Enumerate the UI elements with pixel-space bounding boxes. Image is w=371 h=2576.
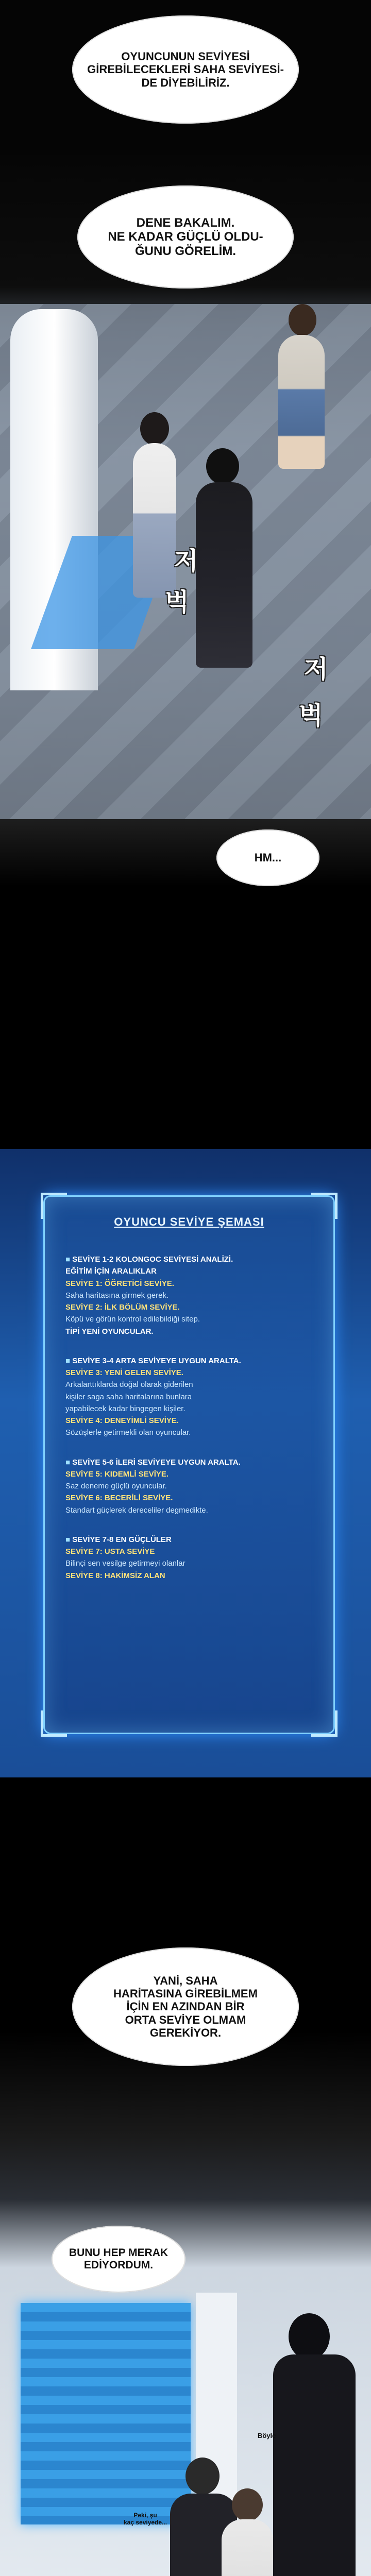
status-section-head: ■ SEVİYE 3-4 ARTA SEVİYEYE UYGUN ARALTA.: [65, 1355, 315, 1367]
status-line: SEVİYE 3: YENİ GELEN SEVİYE.: [65, 1368, 183, 1377]
status-line: Saha haritasına girmek gerek.: [65, 1291, 169, 1300]
panel-screen: [0, 2200, 371, 2576]
status-section: [65, 1253, 315, 1337]
character-man: [196, 482, 252, 668]
status-title: OYUNCU SEVİYE ŞEMASI: [114, 1215, 264, 1228]
status-section: [65, 1456, 315, 1516]
status-line: Saz deneme güçlü oyuncular.: [65, 1482, 167, 1490]
sfx-jeo-2: 저: [304, 655, 328, 684]
small-text-2: Peki, şu kaç seviyede...: [124, 2512, 167, 2526]
status-line: Standart güçlerek dereceliler degmedikte.: [65, 1505, 208, 1515]
character-man-head: [206, 448, 239, 484]
status-line: SEVİYE 5: KIDEMLİ SEVİYE.: [65, 1469, 169, 1479]
speech-bubble-6: BUNU HEP MERAK EDİYORDUM.: [52, 2226, 185, 2293]
corner-bl: [41, 1710, 67, 1737]
status-line: SEVİYE 7: USTA SEVİYE: [65, 1547, 155, 1556]
status-line: Arkalarttıklarda doğal olarak giderilen: [65, 1380, 193, 1389]
status-body: [65, 1253, 315, 1599]
character-woman-head: [140, 412, 169, 445]
small-text-1: Böyle: [258, 2432, 276, 2439]
status-window: [43, 1195, 335, 1734]
speech-bubble-5: YANİ, SAHA HARİTASINA GİREBİLMEM İÇİN EN AZINDAN BİR ORTA SEVİYE OLMAM GEREKİYOR.: [72, 1947, 299, 2066]
character-girl-head: [232, 2488, 263, 2521]
status-line: Köpü ve görün kontrol edilebildiği sitep.: [65, 1315, 200, 1324]
status-line: Sözüşlerle getirmekli olan oyuncular.: [65, 1428, 191, 1437]
info-screen: [21, 2303, 191, 2524]
status-line: kişiler saga saha haritalarına bunlara: [65, 1392, 192, 1401]
status-line: SEVİYE 6: BECERİLİ SEVİYE.: [65, 1494, 173, 1503]
status-line: SEVİYE 8: HAKİMSİZ ALAN: [65, 1571, 165, 1580]
status-line: TİPİ YENİ OYUNCULAR.: [65, 1327, 154, 1336]
character-top-woman: [278, 335, 325, 469]
status-line: EĞİTİM İÇİN ARALIKLAR: [65, 1267, 157, 1276]
character-girl: [222, 2519, 273, 2576]
status-section: [65, 1355, 315, 1439]
character-bob-head: [185, 2458, 220, 2495]
speech-bubble-3: HM...: [216, 829, 319, 886]
panel-intro: [0, 0, 371, 155]
speech-bubble-1: OYUNCUNUN SEVİYESİ GİREBİLECEKLERİ SAHA SEVİYESİ- DE DİYEBİLİRİZ.: [72, 15, 299, 124]
status-line: SEVİYE 1: ÖĞRETİCİ SEVİYE.: [65, 1279, 174, 1288]
sfx-beok-2: 벅: [299, 701, 323, 730]
status-section-head: ■ SEVİYE 7-8 EN GÜÇLÜLER: [65, 1534, 315, 1546]
corner-br: [311, 1710, 338, 1737]
sfx-beok-1: 벅: [165, 588, 189, 617]
status-line: Bilinçi sen vesilge getirmeyi olanlar: [65, 1559, 185, 1568]
character-hood-head: [289, 2313, 330, 2360]
panel-walking: [0, 155, 371, 886]
status-line: SEVİYE 2: İLK BÖLÜM SEVİYE.: [65, 1303, 180, 1312]
speech-bubble-2: DENE BAKALIM. NE KADAR GÜÇLÜ OLDU- ĞUNU GÖRELİM.: [77, 185, 294, 289]
status-line: SEVİYE 4: DENEYİMLİ SEVİYE.: [65, 1416, 179, 1425]
status-section-head: ■ SEVİYE 1-2 KOLONGOC SEVİYESİ ANALİZİ.: [65, 1253, 315, 1265]
character-woman: [133, 443, 176, 598]
sfx-jeo-1: 저: [174, 547, 198, 575]
status-line: yapabilecek kadar bingegen kişiler.: [65, 1404, 185, 1413]
panel-requirement: [0, 1777, 371, 2200]
status-section-head: ■ SEVİYE 5-6 İLERİ SEVİYEYE UYGUN ARALTA.: [65, 1456, 315, 1468]
character-hood: [273, 2354, 356, 2576]
status-section: [65, 1534, 315, 1582]
character-top-woman-head: [289, 304, 316, 336]
